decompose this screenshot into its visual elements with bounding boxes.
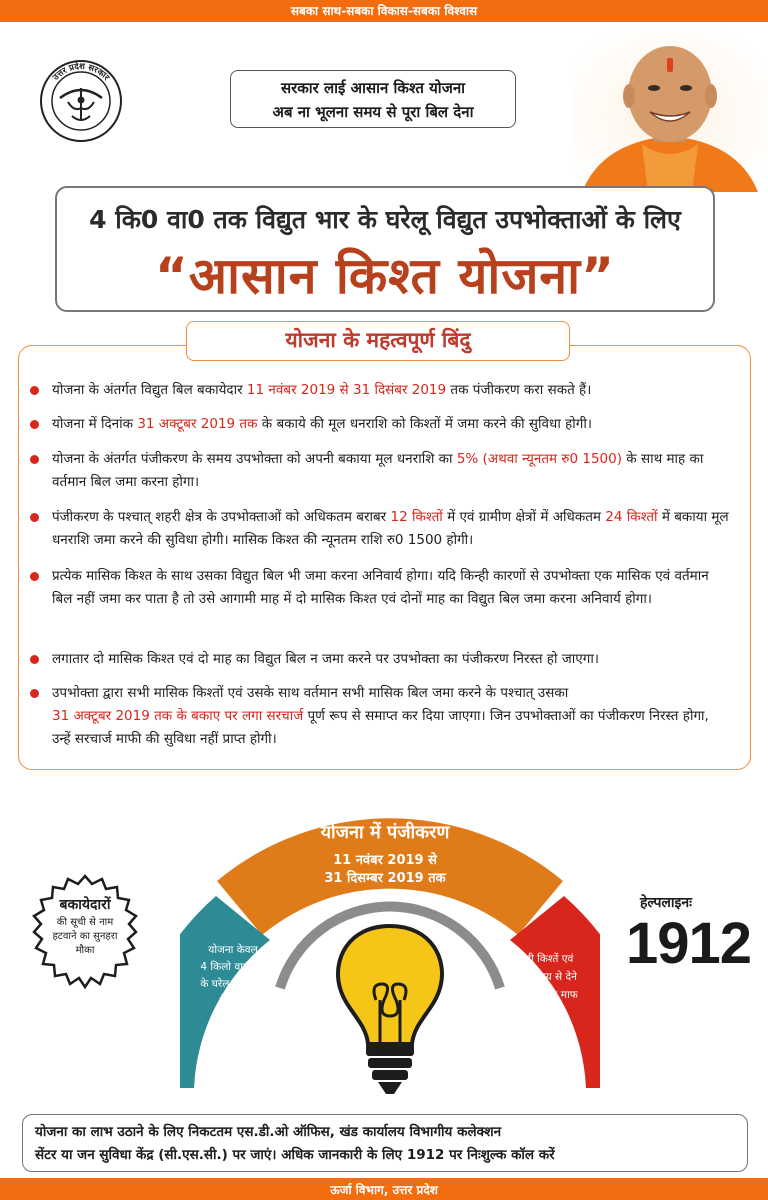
interest-waiver-panel <box>490 950 600 1004</box>
tagline-line-2: अब ना भूलना समय से पूरा बिल देना <box>272 103 474 121</box>
stamp-line-2: हटवाने का सुनहरा <box>52 931 118 942</box>
eligibility-line-2: 4 किलो वाट तक <box>200 961 266 973</box>
bullet-icon <box>30 420 39 429</box>
registration-panel <box>260 820 510 886</box>
scheme-title-box <box>55 186 715 312</box>
bullet-icon <box>30 655 39 664</box>
tagline-box <box>230 70 516 128</box>
title-subtitle: 4 कि0 वा0 तक विद्युत भार के घरेलू विद्युत उपभोक्ताओं के लिए <box>89 205 681 234</box>
list-item: प्रत्येक मासिक किश्त के साथ उसका विद्युत बिल भी जमा करना अनिवार्य होगा। यदि किन्ही कारणों से उपभोक्ता एक मासिक एवं वर्तमान बिल नहीं जमा कर पाता है तो उसे आगामी माह में दो मासिक किश्त एवं दोनों माह का विद्युत बिल जमा करना अनिवार्य होगा। <box>30 565 730 611</box>
bullet-icon <box>30 572 39 581</box>
helpline-number: 1912 <box>626 911 752 976</box>
eligibility-line-1: योजना केवल <box>208 944 258 956</box>
eligibility-line-4: के लिए <box>219 995 247 1007</box>
stamp-line-3: मौका <box>75 945 95 956</box>
light-bulb-icon <box>338 926 442 1094</box>
bottom-note <box>22 1114 748 1172</box>
registration-dates-line-1: 11 नवंबर 2019 से <box>333 853 437 868</box>
waiver-line-3: पर ही ब्याज माफ <box>512 989 578 1001</box>
highlight-text: 31 अक्टूबर 2019 तक के बकाए पर लगा सरचार्ज <box>52 708 304 724</box>
list-item: योजना में दिनांक 31 अक्टूबर 2019 तक के बकाये की मूल धनराशि को किश्तों में जमा करने की सुविधा होगी। <box>30 413 730 436</box>
emblem-text: उत्तर प्रदेश सरकार <box>51 61 111 83</box>
highlight-text: 5% (अथवा न्यूनतम रु0 1500) <box>456 451 622 467</box>
slogan: सबका साथ-सबका विकास-सबका विश्वास <box>290 4 478 18</box>
list-item: योजना के अंतर्गत पंजीकरण के समय उपभोक्ता को अपनी बकाया मूल धनराशि का 5% (अथवा न्यूनतम रु0 1500) के साथ माह का वर्तमान बिल जमा करना होगा। <box>30 448 730 494</box>
bullet-icon <box>30 386 39 395</box>
uttar-pradesh-emblem-icon <box>38 58 124 144</box>
points-heading: योजना के महत्वपूर्ण बिंदु <box>186 321 570 361</box>
bullet-icon <box>30 513 39 522</box>
waiver-line-2: बिल समय से देने <box>513 971 577 983</box>
highlight-text: 12 किश्तों <box>390 509 443 525</box>
helpline-label: हेल्पलाइनः <box>640 895 692 911</box>
leader-portrait <box>572 24 768 192</box>
list-item: पंजीकरण के पश्चात् शहरी क्षेत्र के उपभोक्ताओं को अधिकतम बराबर 12 किश्तों में एवं ग्रामीण क्षेत्रों में अधिकतम 24 किश्तों में बकाया मूल धनराशि जमा करने की सुविधा होगी। मासिक किश्त की न्यूनतम राशि रु0 1500 होगी। <box>30 506 730 552</box>
list-item: लगातार दो मासिक किश्त एवं दो माह का विद्युत बिल न जमा करने पर उपभोक्ता का पंजीकरण निरस्त हो जाएगा। <box>30 648 730 671</box>
stamp-text <box>24 895 146 958</box>
eligibility-line-3: के घरेलू कनेक्शन <box>200 978 266 990</box>
scheme-title: “आसान किश्त योजना” <box>155 247 615 305</box>
footer-department: ऊर्जा विभाग, उत्तर प्रदेश <box>330 1183 438 1197</box>
highlight-text: 24 किश्तों <box>605 509 658 525</box>
list-item: योजना के अंतर्गत विद्युत बिल बकायेदार 11 नवंबर 2019 से 31 दिसंबर 2019 तक पंजीकरण करा सकते हैं। <box>30 379 730 402</box>
bullet-icon <box>30 455 39 464</box>
stamp-line-1: की सूची से नाम <box>56 917 114 928</box>
list-item: उपभोक्ता द्वारा सभी मासिक किश्तों एवं उसके साथ वर्तमान सभी मासिक बिल जमा करने के पश्चात् उसका 31 अक्टूबर 2019 तक के बकाए पर लगा सरचार्ज पूर्ण रूप से समाप्त कर दिया जाएगा। जिन उपभोक्ताओं का पंजीकरण निरस्त होगा, उन्हें सरचार्ज माफी की सुविधा नहीं प्राप्त होगी। <box>30 682 730 751</box>
waiver-line-1: सभी किश्तें एवं <box>516 953 574 965</box>
tagline-line-1: सरकार लाई आसान किश्त योजना <box>280 79 466 97</box>
registration-dates-line-2: 31 दिसम्बर 2019 तक <box>324 871 446 886</box>
bullet-icon <box>30 689 39 698</box>
bottom-note-line-2: सेंटर या जन सुविधा केंद्र (सी.एस.सी.) पर जाएं। अधिक जानकारी के लिए 1912 पर निःशुल्क कॉल करें <box>35 1147 555 1163</box>
stamp-title: बकायेदारों <box>59 897 111 913</box>
eligibility-panel <box>178 942 288 1010</box>
highlight-text: 11 नवंबर 2019 से 31 दिसंबर 2019 <box>246 382 447 398</box>
highlight-text: 31 अक्टूबर 2019 तक <box>137 416 258 432</box>
bottom-note-line-1: योजना का लाभ उठाने के लिए निकटतम एस.डी.ओ ऑफिस, खंड कार्यालय विभागीय कलेक्शन <box>35 1124 502 1140</box>
registration-title: योजना में पंजीकरण <box>320 822 450 843</box>
